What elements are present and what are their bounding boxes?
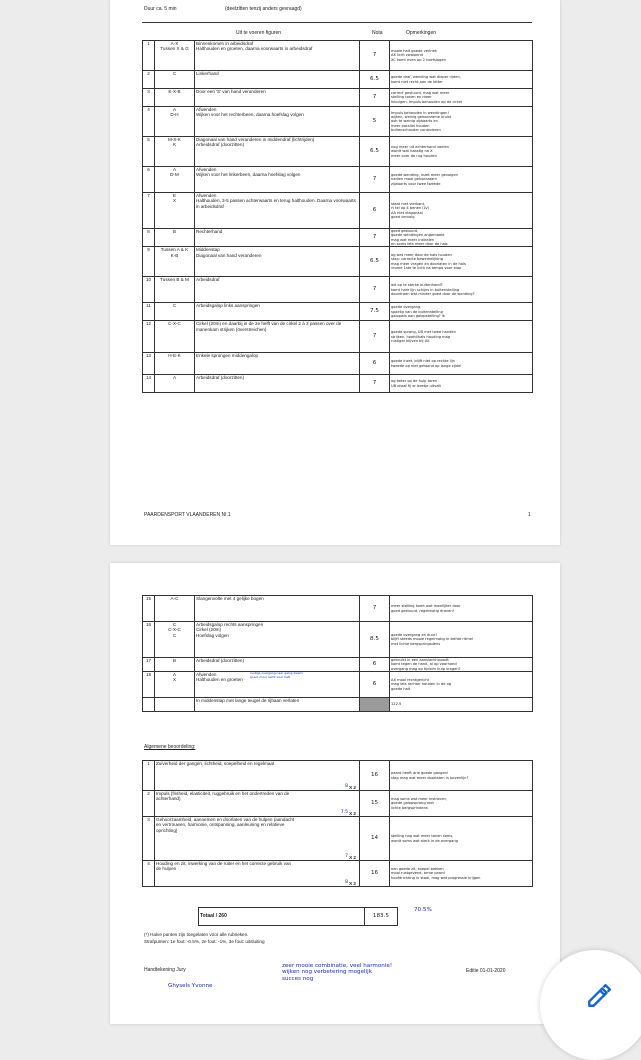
score-cell: 16	[360, 761, 390, 791]
row-number: 17	[143, 658, 155, 672]
remark-line: og wat meer door de hals houden	[391, 253, 452, 258]
header-rule	[142, 22, 532, 23]
row-number: 4	[143, 861, 155, 887]
table-row	[143, 193, 533, 229]
table-row	[143, 658, 533, 672]
general-assessment-table	[142, 760, 533, 887]
general-row	[143, 861, 533, 887]
criterion-box	[156, 791, 358, 816]
remark-line: vrome 1ste te licht na tempo voor stap	[391, 265, 462, 270]
remark-line: correct gestuurd, mag wat meer	[391, 91, 450, 96]
letter-code: A	[172, 375, 177, 381]
remark-cell	[390, 247, 533, 277]
multiplier: X 2	[349, 854, 356, 860]
figure-line: Middenstap	[196, 247, 220, 253]
figure-line: Binnenkomen in arbeidsdraf	[196, 41, 254, 46]
remark-line: nog meer uit achterhand voelen	[391, 145, 449, 150]
letter-codes	[155, 167, 195, 193]
remark-cell	[390, 761, 533, 791]
letter-code: C-X-C	[168, 321, 181, 327]
remark-cell	[390, 622, 533, 658]
multiplier: X 2	[349, 880, 356, 886]
criterion-text	[155, 861, 360, 887]
row-number: 18	[143, 672, 155, 698]
criterion-coefficient: 8	[345, 879, 348, 885]
criterion-description: Impuls (frisheid, elasticiteit, ruggebruik en het ondertreden van de achterhand)	[156, 791, 290, 802]
remark-line: een goede zit, soepel bekken	[391, 867, 444, 872]
figure-description	[195, 698, 360, 712]
letter-code: C	[172, 303, 177, 309]
score-cell: 7	[360, 277, 390, 303]
letter-code: Tussen X & G	[160, 46, 189, 52]
letter-code: B	[172, 658, 177, 663]
table-row	[143, 303, 533, 321]
criterion-box	[156, 817, 358, 860]
total-percent: 70.5%	[414, 907, 432, 913]
col-header-score: Nota	[372, 30, 383, 36]
row-number: 5	[143, 137, 155, 167]
total-score: 183.5	[364, 908, 397, 926]
remark-line: goed gestuurd, regelmatig draven!	[391, 608, 455, 613]
score-cell: 6.5	[360, 137, 390, 167]
remark-line: staat niet vierkant,	[391, 201, 426, 206]
figure-line: Halthouden en groeten, daarna voorwaarts in arbeidsdraf	[196, 46, 313, 52]
row-number: 12	[143, 321, 155, 353]
final-comment: zeer mooie combinatie, veel harmonie! wijken nog verbetering mogelijk succes nog	[282, 963, 393, 982]
letter-code: K-B	[170, 252, 179, 258]
remark-line: doordraan wat minder goed door de wending?	[391, 291, 475, 296]
duration-label: Duur ca. 5 min	[144, 6, 177, 12]
row-number: 10	[143, 277, 155, 303]
row-number: 1	[143, 761, 155, 791]
letter-codes	[155, 303, 195, 321]
criterion-text	[155, 817, 360, 861]
figure-line: Afwenden	[196, 107, 217, 112]
figure-line: Enkele sprongen middengalop	[196, 353, 259, 359]
table-row	[143, 41, 533, 71]
figure-description	[195, 303, 360, 321]
total-label: Totaal / 260	[199, 908, 365, 926]
remark-cell	[390, 698, 533, 712]
remark-cell	[390, 658, 533, 672]
letter-codes	[155, 622, 195, 658]
table-row	[143, 353, 533, 375]
figure-line: Afwenden	[196, 193, 217, 198]
score-cell: 6.5	[360, 71, 390, 89]
letter-code: X	[172, 198, 177, 204]
criterion-description: Houding en zit, inwerking van de ruiter en het correcte gebruik van de hulpen	[156, 861, 292, 872]
table-row	[143, 247, 533, 277]
remark-cell	[390, 89, 533, 107]
figure-line: Cirkel (20m) en daarbij in de 2e helft van de cirkel 2 à 3 passen over de manenkam strijken (överstreichen)	[196, 321, 342, 332]
score-cell: 6	[360, 193, 390, 229]
letter-codes	[155, 596, 195, 622]
multiplier: X 2	[349, 784, 356, 790]
remark-cell	[390, 791, 533, 817]
remark-cell	[390, 596, 533, 622]
table-row	[143, 672, 533, 698]
figure-description	[195, 41, 360, 71]
remark-line: meer over de rug houden	[391, 153, 438, 158]
remark-cell	[390, 137, 533, 167]
remark-line: komt hare lijn schijns in buitenstelling	[391, 287, 460, 292]
figure-description	[195, 375, 360, 393]
remark-line: AA niet diagonaal	[391, 210, 423, 215]
table-row	[143, 167, 533, 193]
remark-line: meer stelling komt wat moeilijker door	[391, 604, 461, 609]
header-note: (deelzitten tenzij anders gevraagd)	[225, 6, 302, 12]
figure-line: Diagonaal van hand veranderen in middendraf (lichtrijden)	[196, 137, 315, 142]
criterion-description: Gehoorzaamheid, aannemen en doorlaten van de hulpen (aandacht en vertrouwen, harmonie, ontspanning, aanleuning en relatieve oprichting)	[156, 817, 295, 833]
remark-line: goede halt	[391, 686, 411, 691]
remark-line: goede wending, inzet meer gevolgen	[391, 173, 458, 178]
general-row	[143, 817, 533, 861]
figure-description	[195, 247, 360, 277]
remark-cell	[390, 229, 533, 247]
letter-codes	[155, 375, 195, 393]
table-row	[143, 89, 533, 107]
remark-line: zijwaarts voor twee tweede	[391, 181, 441, 186]
score-cell: 6	[360, 353, 390, 375]
row-number: 1	[143, 41, 155, 71]
letter-code: B	[172, 229, 177, 234]
remark-line: blijft steeds mooie regelmatig in zelfde ritme!	[391, 637, 474, 642]
judge-name: Ghysels Yvonne	[168, 983, 213, 989]
remark-cell	[390, 193, 533, 229]
remark-line: rustiger blijven bij Uit	[391, 338, 430, 343]
letter-codes	[155, 698, 195, 712]
remark-line: inbuigen. Impuls behouden op de cirkel	[391, 99, 463, 104]
score-cell: 7.5	[360, 303, 390, 321]
figure-line: Door een 'S' van hand veranderen	[196, 89, 266, 94]
remark-line: goede sprong, UB met twee handen	[391, 330, 456, 335]
remark-line: wordt soms wat sterk in de overgang	[391, 838, 458, 843]
figure-line: Arbeidsdraf (doorzitten)	[196, 658, 245, 663]
figure-description	[195, 321, 360, 353]
letter-code: X	[172, 677, 177, 683]
remark-line: goede galopsprong met	[391, 801, 434, 806]
remark-line: nadien mooi gehoorzaam	[391, 177, 437, 182]
footnote-half-points: (*) Halve punten zijn toegelaten voor alle rubrieken.	[144, 932, 249, 937]
row-number: 6	[143, 167, 155, 193]
letter-codes	[155, 137, 195, 167]
remark-line: strijken, hoofd/hals houding mag	[391, 334, 451, 339]
letter-codes	[155, 658, 195, 672]
test-table-page-2	[142, 595, 533, 712]
table-row	[143, 596, 533, 622]
remark-cell	[390, 672, 533, 698]
remark-cell	[390, 375, 533, 393]
figure-description	[195, 277, 360, 303]
remark-cell	[390, 303, 533, 321]
footnote-penalties: Strafpunten: 1e fout: -0.5%, 2e fout: -1%, 3e fout: uitsluiting	[144, 939, 265, 944]
figure-description	[195, 71, 360, 89]
score-cell: 7	[360, 596, 390, 622]
remark-line: AX mooi rechtgericht	[391, 678, 430, 683]
remark-cell	[390, 41, 533, 71]
remark-line: spoelig van de buitenstelling	[391, 309, 443, 314]
figure-description	[195, 193, 360, 229]
remark-line: komt tegen de hand, al op voorhand	[391, 662, 457, 667]
figure-line: Arbeidsgalop rechts aanspringen	[196, 622, 264, 627]
figure-line: Afwenden	[196, 167, 217, 172]
criterion-description: Zuiverheid der gangen, lichtheid, soepelheid en regelmaat	[156, 761, 275, 766]
letter-codes	[155, 107, 195, 137]
remark-line: ook te weinig zijwaarts en	[391, 119, 438, 124]
score-cell: 8.5	[360, 622, 390, 658]
remark-line: Impuls behouden in wendingen!	[391, 110, 449, 115]
remark-line: goede wendingen angemaakt	[391, 233, 445, 238]
criterion-box	[156, 761, 358, 790]
letter-code: A	[172, 672, 177, 677]
criterion-text	[155, 761, 360, 791]
remark-line: mooi rustgevend, arme paard	[391, 871, 445, 876]
letter-codes	[155, 89, 195, 107]
letter-codes	[155, 229, 195, 247]
figure-line: Arbeidsdraf (doorzitten)	[196, 375, 245, 381]
remark-line: mag wat meer instralen	[391, 237, 435, 242]
row-number: 2	[143, 71, 155, 89]
figure-description	[195, 167, 360, 193]
signature-label: Handtekening Jury	[144, 967, 186, 973]
figure-line: Diagonaal van hand veranderen	[196, 252, 262, 258]
row-number: 9	[143, 247, 155, 277]
letter-codes	[155, 193, 195, 229]
row-number: 16	[143, 622, 155, 658]
figure-line: Wijken voor het rechterbeen, daarna hoefslag volgen	[196, 112, 304, 118]
criterion-box	[156, 861, 358, 886]
test-table-page-1	[142, 40, 533, 393]
letter-code: A	[172, 107, 177, 112]
letter-code: D-H	[170, 112, 179, 118]
row-number: 8	[143, 229, 155, 247]
remark-line: stap: correcte bewerkelijking	[391, 257, 443, 262]
score-cell: 14	[360, 817, 390, 861]
remark-line: met lichte bergspringsdens	[391, 641, 441, 646]
letter-code: A	[172, 167, 177, 172]
remark-cell	[390, 107, 533, 137]
remark-line: 122.5	[391, 702, 402, 707]
remark-line: goede overgang,	[391, 305, 422, 310]
table-row	[143, 375, 533, 393]
footer-organisation: PAARDENSPORT VLAANDEREN NI.1	[144, 512, 231, 518]
general-row	[143, 761, 533, 791]
figure-line: Slangenvolte met 4 gelijke bogen	[196, 596, 264, 601]
remark-line: en soms iets meer door de hals	[391, 241, 448, 246]
table-row	[143, 137, 533, 167]
row-number: 3	[143, 89, 155, 107]
table-row	[143, 277, 533, 303]
score-cell: 7	[360, 375, 390, 393]
protocol-page-2	[110, 563, 560, 1024]
score-cell: 15	[360, 791, 390, 817]
col-header-figures: Uit te voeren figuren	[236, 30, 282, 36]
remark-line: wijken, weinig gehoorzame kruist	[391, 115, 452, 120]
figure-line: Linkerhand	[196, 71, 219, 76]
remark-line: stelling tonen en meer	[391, 95, 432, 100]
remark-line: overgang mag op tijdsim hulp vragen?	[391, 666, 461, 671]
remark-line: komt niet recht aan de letter	[391, 79, 443, 84]
figure-line: Wijken voor het linkerbeen, daarna hoefslag volgen	[196, 172, 301, 178]
figure-description	[195, 353, 360, 375]
table-row	[143, 229, 533, 247]
edit-fab-button[interactable]	[540, 950, 641, 1060]
remark-line: og beter op de hulp toren	[391, 379, 438, 384]
letter-code: M-X-K	[167, 137, 181, 142]
row-number: 15	[143, 596, 155, 622]
remark-line: wit op te sterke buitenhand?	[391, 283, 443, 288]
letter-code: E	[172, 193, 177, 198]
table-row	[143, 71, 533, 89]
letter-code: C	[172, 632, 177, 638]
remark-cell	[390, 167, 533, 193]
score-cell: 6	[360, 672, 390, 698]
figure-line: Hoefslag volgen	[196, 632, 229, 638]
edition-date: Editie 01-01-2020	[466, 968, 506, 974]
row17-inline-note: rustige overgang naar galop kwam goed, mooi recht voor halt	[250, 671, 303, 679]
criterion-coefficient: 8	[345, 783, 348, 789]
remark-line: meer parallel houden	[391, 123, 430, 128]
letter-code: D-M	[170, 172, 179, 178]
letter-code: A-X	[170, 41, 179, 46]
remark-line: hoofdrichting in staal, mag wat progressie krijgen	[391, 875, 481, 880]
figure-line: Halthouden en groeten	[196, 677, 243, 683]
table-row	[143, 107, 533, 137]
letter-codes	[155, 353, 195, 375]
row-number: 2	[143, 791, 155, 817]
letter-codes	[155, 247, 195, 277]
figure-description	[195, 89, 360, 107]
score-cell: 7	[360, 167, 390, 193]
row-number: 14	[143, 375, 155, 393]
figure-line: Arbeidsdraf	[196, 277, 220, 283]
remark-line: goede inzet, blijft niet op rechte lijn	[391, 359, 455, 364]
figure-line: In middenstap met lange teugel de rijbaan verlaten	[196, 698, 300, 703]
letter-code: Tussen A & K	[160, 247, 189, 253]
remark-cell	[390, 71, 533, 89]
letter-code: A-C	[170, 596, 179, 601]
figure-description	[195, 229, 360, 247]
remark-line: mag iets rechter houden in de og	[391, 682, 452, 687]
general-row	[143, 791, 533, 817]
score-cell: 7	[360, 229, 390, 247]
protocol-page-1	[110, 0, 560, 545]
figure-line: Arbeidsdraf (doorzitten)	[196, 142, 245, 148]
row-number: 13	[143, 353, 155, 375]
letter-code: H-E-K	[168, 353, 181, 359]
score-cell: 7	[360, 41, 390, 71]
total-table	[198, 907, 398, 926]
figure-line: Rechterhand	[196, 229, 223, 234]
score-cell: 7	[360, 321, 390, 353]
score-cell	[360, 698, 390, 712]
pencil-icon	[586, 983, 612, 1009]
row-number: 3	[143, 817, 155, 861]
score-cell: 5	[360, 107, 390, 137]
remark-line: galopwis aan galopstelling? lk	[391, 313, 445, 318]
criterion-coefficient: 7.5	[340, 809, 348, 815]
letter-codes	[155, 672, 195, 698]
multiplier: X 2	[349, 810, 356, 816]
remark-line: goed vervolg	[391, 214, 415, 219]
row-number	[143, 698, 155, 712]
general-assessment-title: Algemene beoordeling:	[144, 744, 196, 750]
letter-code: E-X-B	[168, 89, 181, 94]
col-header-remarks: Opmerkingen	[406, 30, 437, 36]
table-row	[143, 321, 533, 353]
figure-line: Afwenden	[196, 672, 217, 677]
table-row	[143, 698, 533, 712]
row-number: 11	[143, 303, 155, 321]
remark-cell	[390, 353, 533, 375]
figure-description	[195, 137, 360, 167]
criterion-text	[155, 791, 360, 817]
letter-codes	[155, 321, 195, 353]
score-cell: 6.5	[360, 247, 390, 277]
criterion-coefficient: 7	[345, 853, 348, 859]
remark-line: rt tel op 4 benen (LV)	[391, 206, 430, 211]
remark-line: mag meer vragen en doorlaten in de hals	[391, 261, 466, 266]
figure-description	[195, 658, 360, 672]
row-number: 7	[143, 193, 155, 229]
letter-code: C	[172, 71, 177, 76]
remark-line: UB draaf fij er beetje uitvalt	[391, 383, 441, 388]
figure-description	[195, 622, 360, 658]
figure-line: Halthouden, 3-5 passen achterwaarts en terug halthouden. Daarna voorwaarts in arbeidsdraf	[196, 198, 356, 209]
page-number: 1	[528, 512, 531, 518]
row-number: 4	[143, 107, 155, 137]
letter-codes	[155, 277, 195, 303]
remark-cell	[390, 817, 533, 861]
figure-description	[195, 107, 360, 137]
letter-code: K	[172, 142, 177, 148]
remark-cell	[390, 321, 533, 353]
letter-code: C-X-C	[168, 627, 181, 633]
remark-line: tweede op niet getoond op lange zijde!	[391, 363, 462, 368]
remark-cell	[390, 277, 533, 303]
score-cell: 6	[360, 658, 390, 672]
figure-description	[195, 596, 360, 622]
remark-line: mooie halt goede verlnek	[391, 49, 437, 54]
letter-codes	[155, 41, 195, 71]
table-row	[143, 622, 533, 658]
remark-line: XC komt even op 2 hoefslagen	[391, 57, 446, 62]
remark-line: stelling nog wat meer tonen soms,	[391, 834, 454, 839]
remark-line: lichte bergsprindens	[391, 805, 428, 810]
remark-line: buitenschouder controleren	[391, 127, 441, 132]
remark-line: goed gestuurd,	[391, 229, 419, 233]
score-cell: 7	[360, 89, 390, 107]
remark-line: gebruikt in een aanslachhouwdt	[391, 658, 449, 663]
letter-code: C	[172, 622, 177, 627]
remark-line: goede overgang en duur!	[391, 633, 437, 638]
remark-line: goede draf, wending wat dieper rijden,	[391, 75, 461, 80]
remark-line: mag soms wat meer instraven,	[391, 797, 447, 802]
remark-line: AX licht zwalpend	[391, 53, 423, 58]
figure-line: Arbeidsgalop links aanspringen	[196, 303, 260, 309]
figure-line: Cirkel (20m)	[196, 627, 222, 633]
letter-codes	[155, 71, 195, 89]
remark-line: stap mag wat meer doorlaten in bovenlijn?	[391, 775, 469, 780]
remark-line: wordt wat haastig na X	[391, 149, 433, 154]
letter-code: Tussen B & M	[160, 277, 189, 283]
remark-line: paard heeft drie goede gangen!	[391, 771, 449, 776]
score-cell: 16	[360, 861, 390, 887]
remark-cell	[390, 861, 533, 887]
